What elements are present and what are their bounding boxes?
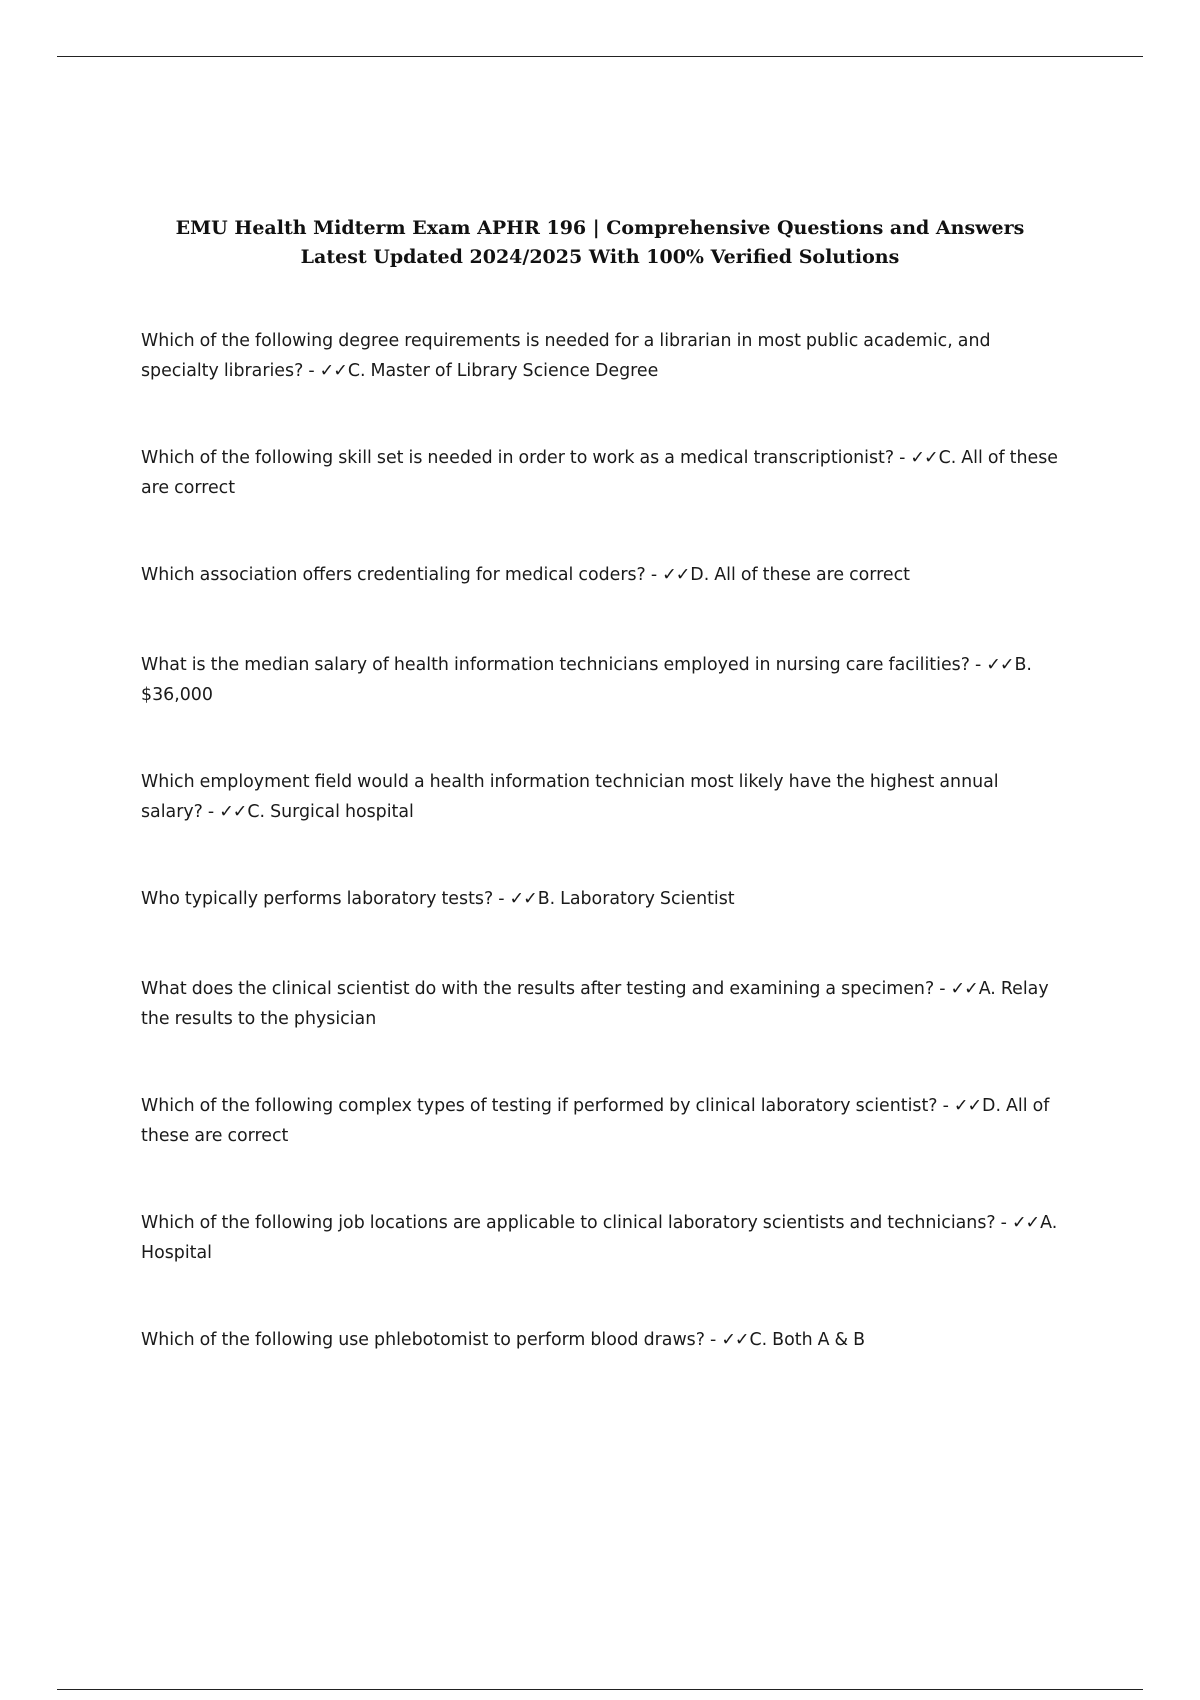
check-mark-icon: ✓✓ — [986, 655, 1014, 675]
question-text: Which of the following degree requirements is needed for a librarian in most public academic, and specialty libraries? — [141, 331, 991, 381]
question-text: Which employment field would a health information technician most likely have the highest annual salary? — [141, 772, 999, 822]
answer-text: C. Both A & B — [749, 1330, 866, 1350]
qa-item — [141, 1325, 1061, 1355]
bottom-rule — [57, 1689, 1143, 1690]
separator: - — [995, 1213, 1012, 1233]
question-text: Which association offers credentialing for medical coders? — [141, 565, 646, 585]
separator: - — [645, 565, 663, 585]
qa-item — [141, 767, 1061, 827]
answer-text: C. Surgical hospital — [247, 802, 414, 822]
separator: - — [969, 655, 987, 675]
question-text: Who typically performs laboratory tests? — [141, 889, 494, 909]
question-text: What does the clinical scientist do with the results after testing and examining a specimen? — [141, 979, 935, 999]
qa-item — [141, 560, 1061, 590]
check-mark-icon: ✓✓ — [1011, 1213, 1040, 1233]
separator: - — [934, 979, 951, 999]
separator: - — [493, 889, 510, 909]
qa-item — [141, 974, 1061, 1034]
qa-item — [141, 326, 1061, 386]
question-text: Which of the following skill set is needed in order to work as a medical transcriptionist? — [141, 448, 895, 468]
qa-item — [141, 443, 1061, 503]
answer-text: D. All of these are correct — [141, 1096, 1050, 1146]
separator: - — [303, 361, 320, 381]
separator: - — [894, 448, 911, 468]
check-mark-icon: ✓✓ — [509, 889, 537, 909]
separator: - — [704, 1330, 722, 1350]
check-mark-icon: ✓✓ — [721, 1330, 749, 1350]
check-mark-icon: ✓✓ — [950, 979, 978, 999]
question-text: Which of the following job locations are applicable to clinical laboratory scientists and technicians? — [141, 1213, 996, 1233]
document-title: EMU Health Midterm Exam APHR 196 | Comprehensive Questions and Answers Latest Updated 2024/2025 With 100% Verified Solutions — [175, 217, 1025, 268]
qa-item — [141, 650, 1061, 710]
check-mark-icon: ✓✓ — [662, 565, 690, 585]
check-mark-icon: ✓✓ — [319, 361, 347, 381]
answer-text: A. Hospital — [141, 1213, 1058, 1263]
check-mark-icon: ✓✓ — [910, 448, 938, 468]
check-mark-icon: ✓✓ — [953, 1096, 982, 1116]
qa-list — [141, 326, 1061, 1415]
answer-text: C. Master of Library Science Degree — [347, 361, 659, 381]
question-text: Which of the following complex types of testing if performed by clinical laboratory scientist? — [141, 1096, 938, 1116]
question-text: What is the median salary of health information technicians employed in nursing care facilities? — [141, 655, 970, 675]
qa-item — [141, 884, 1061, 914]
qa-item — [141, 1208, 1061, 1268]
qa-item — [141, 1091, 1061, 1151]
top-rule — [57, 56, 1143, 57]
separator: - — [202, 802, 220, 822]
check-mark-icon: ✓✓ — [219, 802, 247, 822]
answer-text: B. $36,000 — [141, 655, 1032, 705]
separator: - — [937, 1096, 954, 1116]
answer-text: C. All of these are correct — [141, 448, 1058, 498]
question-text: Which of the following use phlebotomist to perform blood draws? — [141, 1330, 705, 1350]
answer-text: A. Relay the results to the physician — [141, 979, 1049, 1029]
answer-text: B. Laboratory Scientist — [537, 889, 735, 909]
answer-text: D. All of these are correct — [690, 565, 910, 585]
